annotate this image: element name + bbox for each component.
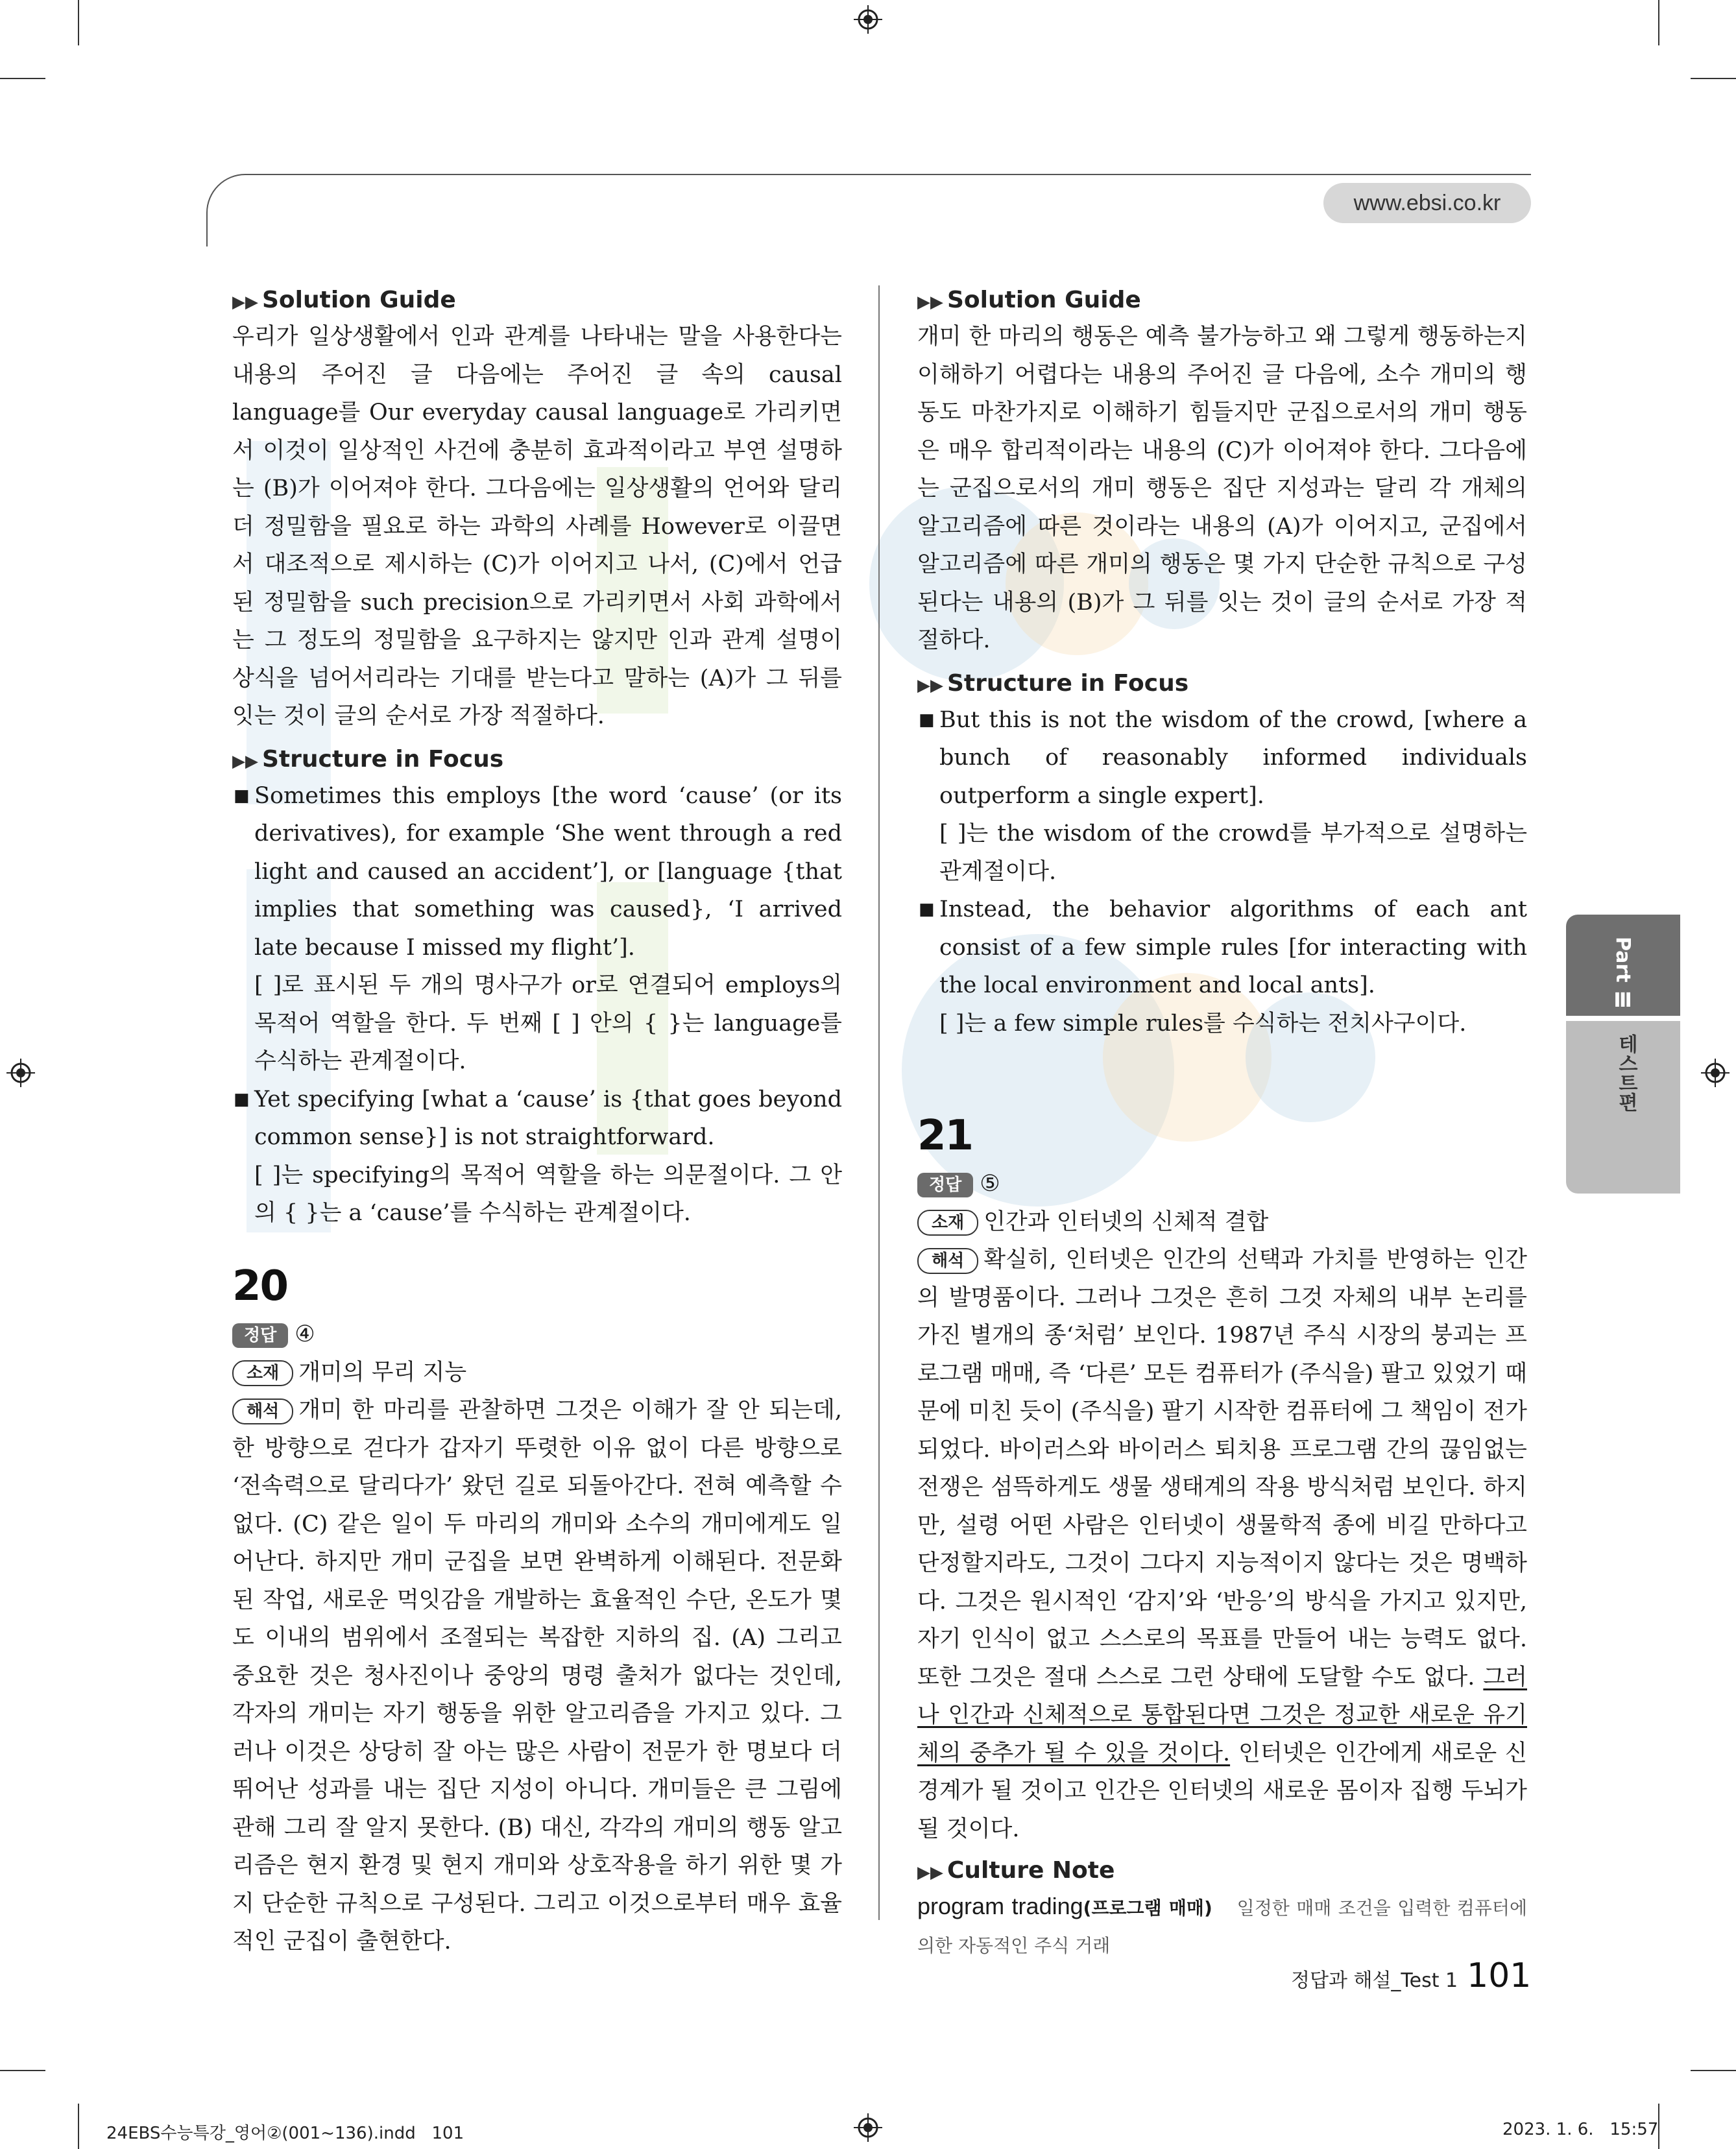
double-arrow-icon: ▶▶ — [232, 751, 258, 771]
page-footer — [1291, 1956, 1531, 2002]
crop-mark — [1658, 0, 1659, 45]
answer-row — [917, 1165, 1527, 1203]
question-20 — [232, 1257, 842, 1961]
structure-sentence: But this is not the wisdom of the crowd, [where a bunch of reasonably informed individuals outperform a single expert]. — [939, 706, 1527, 809]
structure-heading: ▶▶ Structure in Focus — [917, 669, 1189, 697]
double-arrow-icon: ▶▶ — [917, 293, 943, 312]
registration-mark-icon — [1701, 1059, 1730, 1087]
column-divider — [878, 285, 880, 1920]
crop-mark — [78, 0, 79, 45]
culture-definition: 일정한 매매 조건을 입력한 컴퓨터에 의한 자동적인 주식 거래 — [917, 1897, 1527, 1956]
double-arrow-icon: ▶▶ — [232, 293, 258, 312]
question-number: 20 — [232, 1262, 288, 1310]
structure-sentence: Instead, the behavior algorithms of each ant consist of a few simple rules [for interacting with the local environment and local ants]. — [939, 896, 1527, 998]
structure-note: [ ]는 the wisdom of the crowd를 부가적으로 설명하는 관계절이다. — [939, 821, 1527, 885]
structure-heading: ▶▶ Structure in Focus — [232, 745, 504, 773]
culture-note-heading: ▶▶ Culture Note — [917, 1857, 1115, 1884]
side-tab-part-label: Part Ⅲ — [1611, 937, 1634, 1013]
print-slug-right: 2023. 1. 6. 15:57 — [1502, 2120, 1659, 2139]
square-bullet-icon: ■ — [234, 1089, 250, 1109]
double-arrow-icon: ▶▶ — [917, 1863, 943, 1882]
question-number: 21 — [917, 1112, 973, 1160]
answer-badge: 정답 — [232, 1323, 288, 1348]
solution-guide-heading: ▶▶ Solution Guide — [232, 287, 456, 313]
footer-label: 정답과 해설_Test 1 — [1291, 1969, 1458, 1992]
structure-note: [ ]로 표시된 두 개의 명사구가 or로 연결되어 employs의 목적어 역할을 한다. 두 번째 [ ] 안의 { }는 language를 수식하는 관계절이다. — [254, 972, 842, 1074]
topic-row — [232, 1354, 842, 1392]
culture-term-korean: (프로그램 매매) — [1083, 1897, 1212, 1919]
translation-text — [232, 1391, 842, 1961]
structure-item — [917, 701, 1527, 891]
structure-item — [232, 1081, 842, 1232]
registration-mark-icon — [854, 2113, 882, 2142]
structure-list — [232, 777, 842, 1232]
translation-text — [917, 1241, 1527, 1848]
square-bullet-icon: ■ — [234, 786, 250, 806]
translation-badge: 해석 — [917, 1248, 978, 1274]
topic-badge: 소재 — [917, 1210, 978, 1236]
structure-sentence: Yet specifying [what a ‘cause’ is {that goes beyond common sense}] is not straightforward. — [254, 1086, 842, 1150]
topic-row — [917, 1203, 1527, 1242]
solution-guide-text: 개미 한 마리의 행동은 예측 불가능하고 왜 그렇게 행동하는지 이해하기 어렵다는 내용의 주어진 글 다음에, 소수 개미의 행동도 마찬가지로 이해하기 힘들지만 군집으로서의 개미 행동은 매우 합리적이라는 내용의 (C)가 이어져야 한다. 그다음에는 군집으로서의 개미 행동은 집단 지성과는 달리 각 개체의 알고리즘에 따른 것이라는 내용의 (A)가 이어지고, 군집에서 알고리즘에 따른 개미의 행동은 몇 가지 단순한 규칙으로 구성된다는 내용의 (B)가 그 뒤를 잇는 것이 글의 순서로 가장 적절하다. — [917, 324, 1527, 653]
translation-body: 개미 한 마리를 관찰하면 그것은 이해가 잘 안 되는데, 한 방향으로 걷다가 갑자기 뚜렷한 이유 없이 다른 방향으로 ‘전속력으로 달리다가’ 왔던 길로 되돌아간다. 전혀 예측할 수 없다. (C) 같은 일이 두 마리의 개미와 소수의 개미에게도 일어난다. 하지만 개미 군집을 보면 완벽하게 이해된다. 전문화된 작업, 새로운 먹잇감을 개발하는 효율적인 수단, 온도가 몇 도 이내의 범위에서 조절되는 복잡한 지하의 집. (A) 그리고 중요한 것은 청사진이나 중앙의 명령 출처가 없다는 것인데, 각자의 개미는 자기 행동을 위한 알고리즘을 가지고 있다. 그러나 이것은 상당히 잘 아는 많은 사람이 전문가 한 명보다 더 뛰어난 성과를 내는 집단 지성이 아니다. 개미들은 큰 그림에 관해 그리 잘 알지 못한다. (B) 대신, 각각의 개미의 행동 알고리즘은 현지 환경 및 현지 개미와 상호작용을 하기 위한 몇 가지 단순한 규칙으로 구성된다. 그리고 이것으로부터 매우 효율적인 군집이 출현한다. — [232, 1397, 842, 1954]
structure-list — [917, 701, 1527, 1043]
structure-note: [ ]는 a few simple rules를 수식하는 전치사구이다. — [939, 1010, 1467, 1037]
crop-mark — [0, 78, 45, 79]
crop-mark — [0, 2070, 45, 2071]
structure-item — [232, 777, 842, 1081]
translation-underlined: 그러나 인간과 신체적으로 통합된다면 그것은 정교한 새로운 유기체의 중추가 될 수 있을 것이다. — [917, 1664, 1527, 1766]
translation-body: 확실히, 인터넷은 인간의 선택과 가치를 반영하는 인간의 발명품이다. 그러나 그것은 흔히 그것 자체의 내부 논리를 가진 별개의 종‘처럼’ 보인다. 1987년 주식 시장의 붕괴는 프로그램 매매, 즉 ‘다른’ 모든 컴퓨터가 (주식을) 팔고 있었기 때문에 미친 듯이 (주식을) 팔기 시작한 컴퓨터에 그 책임이 전가되었다. 바이러스와 바이러스 퇴치용 프로그램 간의 끊임없는 전쟁은 섬뜩하게도 생물 생태계의 작용 방식처럼 보인다. 하지만, 설령 어떤 사람은 인터넷이 생물학적 종에 비길 만하다고 단정할지라도, 그것이 그다지 지능적이지 않다는 것은 명백하다. 그것은 원시적인 ‘감지’와 ‘반응’의 방식을 가지고 있지만, 자기 인식이 없고 스스로의 목표를 만들어 내는 능력도 없다. 또한 그것은 절대 스스로 그런 상태에 도달할 수도 없다. — [917, 1247, 1527, 1690]
topic-value: 개미의 무리 지능 — [298, 1359, 467, 1386]
left-column — [232, 283, 842, 1232]
translation-body-end: 인터넷은 인간에게 새로운 신경계가 될 것이고 인간은 인터넷의 새로운 몸이자 집행 두뇌가 될 것이다. — [917, 1740, 1527, 1842]
side-tab-test[interactable] — [1566, 1021, 1680, 1194]
registration-mark-icon — [6, 1059, 35, 1087]
topic-badge: 소재 — [232, 1360, 293, 1386]
right-column — [917, 283, 1527, 1042]
crop-mark — [1658, 2104, 1659, 2149]
solution-guide-text: 우리가 일상생활에서 인과 관계를 나타내는 말을 사용한다는 내용의 주어진 글 다음에는 주어진 글 속의 causal language를 Our everyday causal language로 가리키면서 이것이 일상적인 사건에 충분히 효과적이라고 부연 설명하는 (B)가 이어져야 한다. 그다음에는 일상생활의 언어와 달리 더 정밀함을 필요로 하는 과학의 사례를 However로 이끌면서 대조적으로 제시하는 (C)가 이어지고 나서, (C)에서 언급된 정밀함을 such precision으로 가리키면서 사회 과학에서는 그 정도의 정밀함을 요구하지는 않지만 인과 관계 설명이 상식을 넘어서리라는 기대를 받는다고 말하는 (A)가 그 뒤를 잇는 것이 글의 순서로 가장 적절하다. — [232, 324, 842, 729]
square-bullet-icon: ■ — [919, 710, 935, 730]
answer-value: ④ — [295, 1321, 315, 1347]
culture-note-text — [917, 1888, 1527, 1964]
structure-sentence: Sometimes this employs [the word ‘cause’ (or its derivatives), for example ‘She went through a red light and caused an accident’], or [language {that implies that something was caused}, ‘I arrived late because I missed my flight’]. — [254, 782, 842, 961]
double-arrow-icon: ▶▶ — [917, 675, 943, 695]
answer-row — [232, 1315, 842, 1354]
print-slug-left: 24EBS수능특강_영어②(001~136).indd 101 — [106, 2124, 464, 2143]
answer-badge: 정답 — [917, 1173, 973, 1197]
registration-mark-icon — [854, 5, 882, 34]
translation-badge: 해석 — [232, 1399, 293, 1424]
square-bullet-icon: ■ — [919, 900, 935, 919]
crop-mark — [78, 2104, 79, 2149]
crop-mark — [1691, 78, 1736, 79]
page-number: 101 — [1467, 1956, 1532, 1995]
topic-value: 인간과 인터넷의 신체적 결합 — [983, 1208, 1269, 1235]
side-tab-test-label: 테스트편 — [1615, 1034, 1637, 1112]
structure-item — [917, 891, 1527, 1042]
culture-term: program trading — [917, 1893, 1083, 1919]
question-21 — [917, 1107, 1527, 1964]
solution-guide-heading: ▶▶ Solution Guide — [917, 287, 1141, 313]
site-url-badge[interactable]: www.ebsi.co.kr — [1323, 183, 1531, 223]
structure-note: [ ]는 specifying의 목적어 역할을 하는 의문절이다. 그 안의 { }는 a ‘cause’를 수식하는 관계절이다. — [254, 1162, 842, 1226]
side-tab-part[interactable] — [1566, 915, 1680, 1016]
crop-mark — [1691, 2070, 1736, 2071]
answer-value: ⑤ — [980, 1171, 1000, 1197]
